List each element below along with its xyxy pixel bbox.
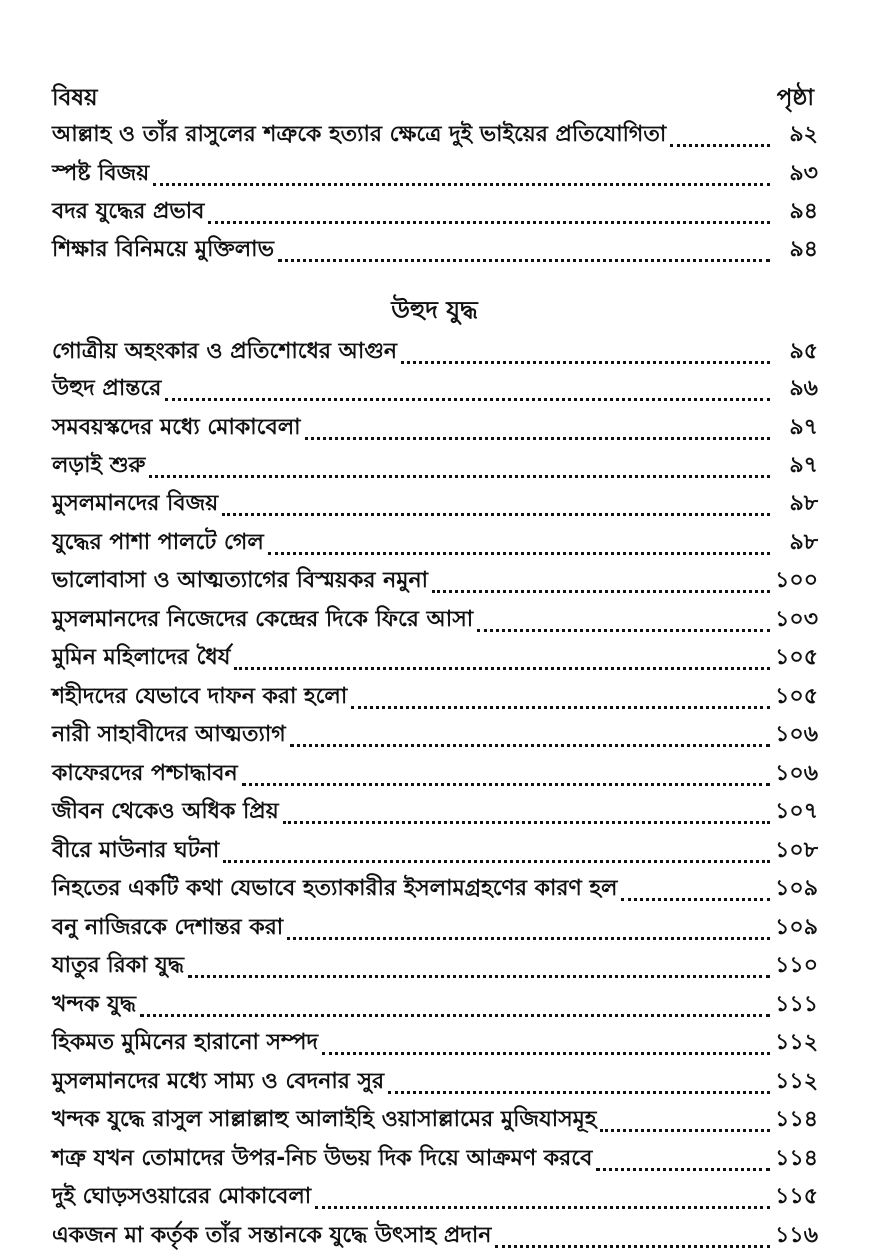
toc-entry	[52, 1221, 818, 1255]
entry-page: ১১২	[775, 1069, 818, 1094]
toc-entry	[52, 451, 818, 485]
entry-page: ৯৮	[789, 491, 818, 516]
entry-page: ৯৬	[789, 376, 818, 401]
entry-page: ৯২	[789, 122, 818, 147]
dot-leader	[188, 975, 770, 978]
toc-entry	[52, 682, 818, 716]
toc-entry	[52, 1028, 818, 1062]
entry-title: বীরে মাউনার ঘটনা	[52, 838, 220, 863]
dot-leader	[305, 437, 770, 440]
toc-entry	[52, 1182, 818, 1216]
toc-entry	[52, 874, 818, 908]
entry-title: শত্রু যখন তোমাদের উপর-নিচ উভয় দিক দিয়ে আক্রমণ করবে	[52, 1146, 593, 1171]
entry-title: বনু নাজিরকে দেশান্তর করা	[52, 915, 284, 940]
toc-entry	[52, 159, 818, 193]
dot-leader	[287, 937, 770, 940]
dot-leader	[222, 513, 770, 516]
toc-entry	[52, 836, 818, 870]
entry-title: নারী সাহাবীদের আত্মত্যাগ	[52, 722, 286, 747]
dot-leader	[153, 183, 770, 186]
dot-leader	[242, 783, 770, 786]
toc-entry	[52, 528, 818, 562]
entry-page: ১১৪	[775, 1146, 818, 1171]
entry-title: যাতুর রিকা যুদ্ধ	[52, 953, 184, 978]
entry-title: দুই ঘোড়সওয়ারের মোকাবেলা	[52, 1184, 312, 1209]
toc-entry	[52, 1144, 818, 1178]
subject-column-label: বিষয়	[52, 85, 98, 111]
toc-entry	[52, 337, 818, 371]
entry-page: ১০৮	[775, 838, 818, 863]
entry-title: বদর যুদ্ধের প্রভাব	[52, 199, 205, 224]
dot-leader	[223, 860, 770, 863]
toc-entry	[52, 1067, 818, 1101]
entry-page: ১১৬	[775, 1223, 818, 1248]
dot-leader	[290, 744, 770, 747]
entry-page: ১০৫	[775, 645, 818, 670]
entry-page: ১০৯	[775, 915, 818, 940]
dot-leader	[268, 552, 770, 555]
toc-entry	[52, 605, 818, 639]
toc-entry	[52, 643, 818, 677]
entry-title: মুমিন মহিলাদের ধৈর্য	[52, 645, 231, 670]
dot-leader	[234, 667, 770, 670]
entry-page: ১১৪	[775, 1107, 818, 1132]
entry-title: সমবয়স্কদের মধ্যে মোকাবেলা	[52, 415, 301, 440]
entry-title: স্পষ্ট বিজয়	[52, 161, 150, 186]
entry-page: ৯৭	[789, 415, 818, 440]
dot-leader	[596, 1168, 770, 1171]
dot-leader	[283, 821, 770, 824]
toc-entry	[52, 489, 818, 523]
entry-page: ১০৯	[775, 876, 818, 901]
entry-title: খন্দক যুদ্ধ	[52, 992, 136, 1017]
dot-leader	[621, 898, 770, 901]
dot-leader	[208, 221, 770, 224]
entry-title: উহুদ প্রান্তরে	[52, 376, 162, 401]
toc-entry	[52, 197, 818, 231]
entry-page: ১১১	[775, 992, 818, 1017]
entry-title: শহীদদের যেভাবে দাফন করা হলো	[52, 684, 348, 709]
entry-title: লড়াই শুরু	[52, 453, 146, 478]
dot-leader	[322, 1052, 770, 1055]
toc-entry	[52, 913, 818, 947]
dot-leader	[278, 259, 770, 262]
entry-title: ভালোবাসা ও আত্মত্যাগের বিস্ময়কর নমুনা	[52, 568, 429, 593]
entry-page: ১০০	[775, 568, 818, 593]
dot-leader	[495, 1245, 770, 1248]
page-column-label: পৃষ্ঠা	[776, 85, 814, 111]
dot-leader	[670, 144, 770, 147]
toc-entry	[52, 990, 818, 1024]
entry-page: ১০৩	[775, 607, 818, 632]
entry-page: ৯৮	[789, 530, 818, 555]
entry-page: ৯৪	[789, 237, 818, 262]
dot-leader	[165, 398, 770, 401]
dot-leader	[600, 1129, 770, 1132]
entry-page: ১০৫	[775, 684, 818, 709]
toc-entry	[52, 1105, 818, 1139]
dot-leader	[315, 1206, 770, 1209]
entry-title: মুসলমানদের বিজয়	[52, 491, 219, 516]
entry-page: ১১২	[775, 1030, 818, 1055]
dot-leader	[140, 1014, 770, 1017]
toc-entry	[52, 951, 818, 985]
entry-page: ১১৫	[775, 1184, 818, 1209]
entry-title: কাফেরদের পশ্চাদ্ধাবন	[52, 761, 238, 786]
dot-leader	[388, 1091, 770, 1094]
toc-entry	[52, 720, 818, 754]
entry-page: ৯৩	[789, 161, 818, 186]
section-heading: উহুদ যুদ্ধ	[391, 296, 478, 324]
dot-leader	[401, 361, 770, 364]
entry-page: ৯৪	[789, 199, 818, 224]
entry-title: গোত্রীয় অহংকার ও প্রতিশোধের আগুন	[52, 339, 397, 364]
entry-title: শিক্ষার বিনিময়ে মুক্তিলাভ	[52, 237, 274, 262]
toc-entry	[52, 759, 818, 793]
toc-entry	[52, 374, 818, 408]
dot-leader	[477, 629, 770, 632]
entry-page: ৯৫	[789, 339, 818, 364]
entry-title: খন্দক যুদ্ধে রাসুল সাল্লাল্লাহু আলাইহি ওয়াসাল্লামের মুজিযাসমূহ	[52, 1107, 597, 1132]
entry-title: মুসলমানদের নিজেদের কেন্দ্রের দিকে ফিরে আসা	[52, 607, 474, 632]
entry-title: একজন মা কর্তৃক তাঁর সন্তানকে যুদ্ধে উৎসাহ প্রদান	[52, 1223, 492, 1248]
dot-leader	[149, 475, 770, 478]
entry-title: জীবন থেকেও অধিক প্রিয়	[52, 799, 279, 824]
toc-entry	[52, 566, 818, 600]
toc-header	[52, 82, 814, 118]
entry-title: নিহতের একটি কথা যেভাবে হত্যাকারীর ইসলামগ্রহণের কারণ হল	[52, 876, 618, 901]
dot-leader	[351, 706, 770, 709]
toc-entry	[52, 235, 818, 269]
entry-title: হিকমত মুমিনের হারানো সম্পদ	[52, 1030, 319, 1055]
entry-title: যুদ্ধের পাশা পালটে গেল	[52, 530, 264, 555]
entry-page: ১১০	[775, 953, 818, 978]
dot-leader	[432, 590, 770, 593]
entry-page: ১০৬	[775, 761, 818, 786]
toc-entry	[52, 120, 818, 154]
entry-page: ৯৭	[789, 453, 818, 478]
entry-title: মুসলমানদের মধ্যে সাম্য ও বেদনার সুর	[52, 1069, 385, 1094]
entry-page: ১০৬	[775, 722, 818, 747]
entry-page: ১০৭	[775, 799, 818, 824]
toc-entry	[52, 413, 818, 447]
toc-entry	[52, 797, 818, 831]
entry-title: আল্লাহ ও তাঁর রাসুলের শত্রুকে হত্যার ক্ষেত্রে দুই ভাইয়ের প্রতিযোগিতা	[52, 122, 667, 147]
